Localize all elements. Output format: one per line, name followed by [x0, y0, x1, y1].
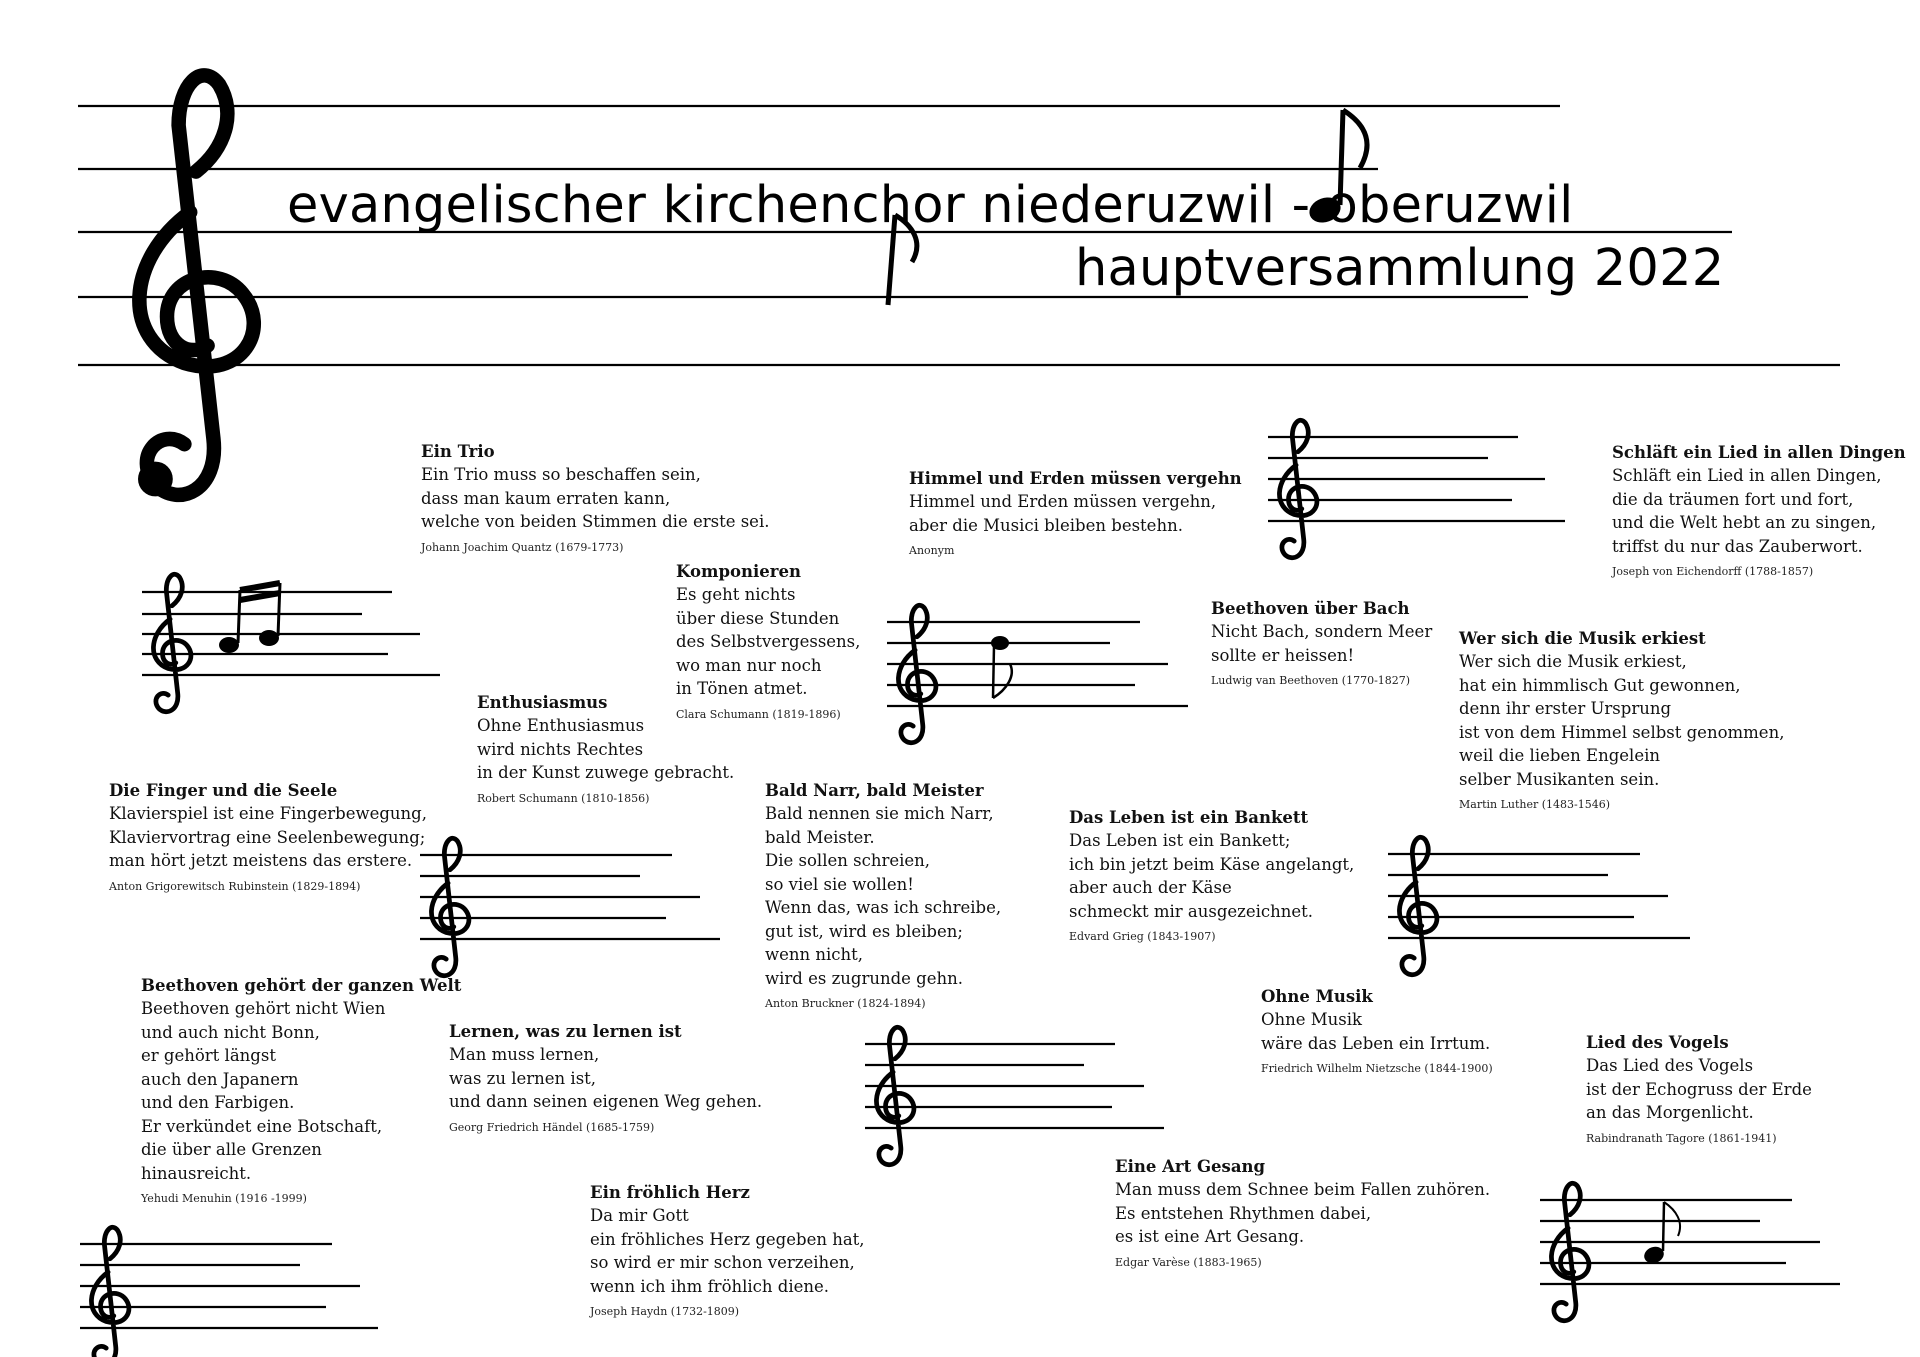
small-staff — [420, 838, 720, 975]
quote-line: gut ist, wird es bleiben; — [765, 921, 963, 941]
quote-heading: Schläft ein Lied in allen Dingen — [1612, 443, 1906, 462]
quote-heading: Himmel und Erden müssen vergehn — [909, 469, 1242, 488]
small-staff — [80, 1227, 378, 1357]
treble-clef-icon — [876, 1027, 913, 1164]
quote-line: und dann seinen eigenen Weg gehen. — [449, 1092, 763, 1111]
eighth-note-icon — [991, 636, 1012, 698]
quote-line: sollte er heissen! — [1211, 645, 1355, 665]
quote-line: aber die Musici bleiben bestehn. — [909, 515, 1183, 535]
quote-line: Nicht Bach, sondern Meer — [1211, 622, 1433, 641]
quote-block — [141, 974, 461, 1206]
quote-line: dass man kaum erraten kann, — [421, 488, 671, 508]
quote-line: welche von beiden Stimmen die erste sei. — [421, 512, 770, 531]
quote-line: Es entstehen Rhythmen dabei, — [1115, 1203, 1372, 1223]
quote-line: Er verkündet eine Botschaft, — [141, 1116, 383, 1136]
treble-clef-icon — [91, 1227, 128, 1357]
treble-clef-icon — [1551, 1183, 1588, 1320]
small-staff — [887, 605, 1188, 742]
quote-line: und den Farbigen. — [141, 1093, 295, 1112]
quote-line: Wenn das, was ich schreibe, — [765, 898, 1002, 917]
quote-block — [909, 467, 1242, 558]
quote-heading: Ein fröhlich Herz — [590, 1183, 750, 1202]
quote-author: Anonym — [909, 544, 955, 557]
quote-line: und die Welt hebt an zu singen, — [1612, 513, 1877, 532]
quote-block — [1612, 441, 1906, 579]
quote-line: er gehört längst — [141, 1046, 276, 1065]
quote-author: Edvard Grieg (1843-1907) — [1069, 930, 1216, 943]
quote-author: Yehudi Menuhin (1916 -1999) — [141, 1192, 307, 1205]
quote-line: Klaviervortrag eine Seelenbewegung; — [109, 827, 426, 847]
quote-heading: Die Finger und die Seele — [109, 781, 338, 800]
quote-heading: Enthusiasmus — [477, 693, 608, 712]
quote-line: Wer sich die Musik erkiest, — [1459, 652, 1687, 671]
quote-author: Robert Schumann (1810-1856) — [477, 791, 650, 805]
quote-line: weil die lieben Engelein — [1459, 746, 1660, 765]
quote-line: hat ein himmlisch Gut gewonnen, — [1459, 675, 1741, 695]
quote-heading: Beethoven über Bach — [1211, 599, 1410, 618]
quote-line: Ohne Musik — [1261, 1010, 1363, 1029]
quote-line: die über alle Grenzen — [141, 1140, 322, 1159]
page-title: evangelischer kirchenchor niederuzwil - oberuzwil — [287, 176, 1574, 235]
quote-line: Das Leben ist ein Bankett; — [1069, 831, 1291, 850]
quote-line: aber auch der Käse — [1069, 878, 1232, 897]
eighth-note-icon — [1642, 1202, 1680, 1266]
treble-clef-icon — [153, 574, 190, 711]
quote-line: wenn ich ihm fröhlich diene. — [590, 1276, 830, 1296]
quote-line: Man muss lernen, — [449, 1045, 600, 1064]
quote-heading: Lied des Vogels — [1586, 1033, 1729, 1052]
quote-heading: Lernen, was zu lernen ist — [449, 1022, 682, 1041]
quote-heading: Beethoven gehört der ganzen Welt — [141, 976, 462, 995]
quote-heading: Ein Trio — [421, 442, 495, 461]
quote-heading: Wer sich die Musik erkiest — [1459, 629, 1706, 648]
quote-line: ein fröhliches Herz gegeben hat, — [590, 1229, 865, 1249]
quote-block — [449, 1020, 762, 1135]
quote-line: ist der Echogruss der Erde — [1586, 1079, 1812, 1099]
quote-block — [1261, 985, 1493, 1076]
treble-clef-icon — [431, 838, 468, 975]
quote-line: wäre das Leben ein Irrtum. — [1261, 1033, 1491, 1053]
quote-line: triffst du nur das Zauberwort. — [1612, 536, 1863, 556]
quote-line: ich bin jetzt beim Käse angelangt, — [1069, 854, 1355, 874]
quote-line: Himmel und Erden müssen vergehn, — [909, 492, 1217, 511]
quote-line: in der Kunst zuwege gebracht. — [477, 763, 735, 782]
quote-line: auch den Japanern — [141, 1069, 299, 1089]
quote-author: Martin Luther (1483-1546) — [1459, 798, 1611, 811]
quote-line: schmeckt mir ausgezeichnet. — [1069, 901, 1314, 921]
quote-line: die da träumen fort und fort, — [1612, 489, 1854, 509]
quote-line: was zu lernen ist, — [449, 1068, 597, 1088]
quote-line: Da mir Gott — [590, 1206, 689, 1225]
small-staff — [142, 574, 440, 711]
quote-author: Clara Schumann (1819-1896) — [676, 707, 841, 721]
quote-author: Rabindranath Tagore (1861-1941) — [1586, 1131, 1777, 1145]
quote-line: Klavierspiel ist eine Fingerbewegung, — [109, 804, 427, 823]
quote-line: des Selbstvergessens, — [676, 632, 861, 651]
quote-line: Das Lied des Vogels — [1586, 1056, 1754, 1075]
quote-line: wenn nicht, — [765, 945, 864, 964]
quote-author: Georg Friedrich Händel (1685-1759) — [449, 1120, 655, 1134]
small-staff — [865, 1027, 1164, 1164]
quote-line: man hört jetzt meistens das erstere. — [109, 851, 413, 870]
quote-line: so wird er mir schon verzeihen, — [590, 1253, 855, 1272]
beamed-sixteenth-notes-icon — [219, 583, 280, 653]
quote-line: Man muss dem Schnee beim Fallen zuhören. — [1115, 1180, 1491, 1199]
quote-line: hinausreicht. — [141, 1163, 252, 1183]
quote-block — [1115, 1155, 1490, 1270]
treble-clef-icon — [138, 75, 254, 496]
treble-clef-icon — [1279, 420, 1316, 557]
treble-clef-icon — [898, 605, 935, 742]
quote-block — [1459, 627, 1784, 812]
small-staff — [1540, 1183, 1840, 1320]
treble-clef-icon — [1399, 837, 1436, 974]
quote-heading: Bald Narr, bald Meister — [765, 781, 984, 800]
quote-line: es ist eine Art Gesang. — [1115, 1227, 1305, 1246]
quote-line: und auch nicht Bonn, — [141, 1022, 320, 1042]
quote-author: Anton Grigorewitsch Rubinstein (1829-1894) — [109, 879, 361, 893]
quote-block — [1069, 806, 1354, 944]
quote-line: bald Meister. — [765, 827, 875, 847]
quote-line: Es geht nichts — [676, 585, 796, 604]
quote-block — [421, 440, 769, 555]
quote-line: Ein Trio muss so beschaffen sein, — [421, 465, 701, 484]
quote-block — [1586, 1031, 1812, 1146]
quote-line: Schläft ein Lied in allen Dingen, — [1612, 466, 1882, 485]
quote-block — [1211, 597, 1432, 688]
quote-author: Johann Joachim Quantz (1679-1773) — [421, 540, 624, 554]
quote-line: Beethoven gehört nicht Wien — [141, 999, 386, 1018]
header-staff — [78, 106, 1840, 365]
quote-line: ist von dem Himmel selbst genommen, — [1459, 722, 1785, 742]
quote-heading: Ohne Musik — [1261, 987, 1373, 1006]
quote-line: wird nichts Rechtes — [477, 739, 644, 759]
quote-block — [109, 779, 427, 894]
small-staff — [1388, 837, 1690, 974]
quote-author: Ludwig van Beethoven (1770-1827) — [1211, 674, 1411, 687]
quote-line: an das Morgenlicht. — [1586, 1103, 1754, 1122]
quote-author: Joseph von Eichendorff (1788-1857) — [1612, 565, 1814, 578]
small-staff — [1268, 420, 1565, 557]
quote-line: wird es zugrunde gehn. — [765, 968, 963, 988]
quote-block — [590, 1181, 865, 1319]
quote-line: Ohne Enthusiasmus — [477, 716, 645, 735]
quote-block — [477, 691, 734, 806]
quote-author: Joseph Haydn (1732-1809) — [590, 1305, 740, 1318]
quote-line: wo man nur noch — [676, 655, 822, 675]
quote-line: Die sollen schreien, — [765, 851, 931, 870]
quote-author: Friedrich Wilhelm Nietzsche (1844-1900) — [1261, 1062, 1493, 1075]
quote-line: selber Musikanten sein. — [1459, 769, 1660, 789]
quote-line: so viel sie wollen! — [765, 874, 914, 894]
quote-line: über diese Stunden — [676, 608, 840, 628]
quote-author: Anton Bruckner (1824-1894) — [765, 997, 926, 1010]
quote-author: Edgar Varèse (1883-1965) — [1115, 1255, 1262, 1269]
quote-heading: Komponieren — [676, 562, 801, 581]
quote-block — [765, 779, 1001, 1011]
quote-heading: Das Leben ist ein Bankett — [1069, 808, 1309, 827]
quote-line: denn ihr erster Ursprung — [1459, 699, 1672, 718]
quote-line: in Tönen atmet. — [676, 679, 808, 698]
page-subtitle: hauptversammlung 2022 — [1075, 239, 1725, 298]
quote-line: Bald nennen sie mich Narr, — [765, 804, 994, 823]
quote-heading: Eine Art Gesang — [1115, 1157, 1266, 1176]
